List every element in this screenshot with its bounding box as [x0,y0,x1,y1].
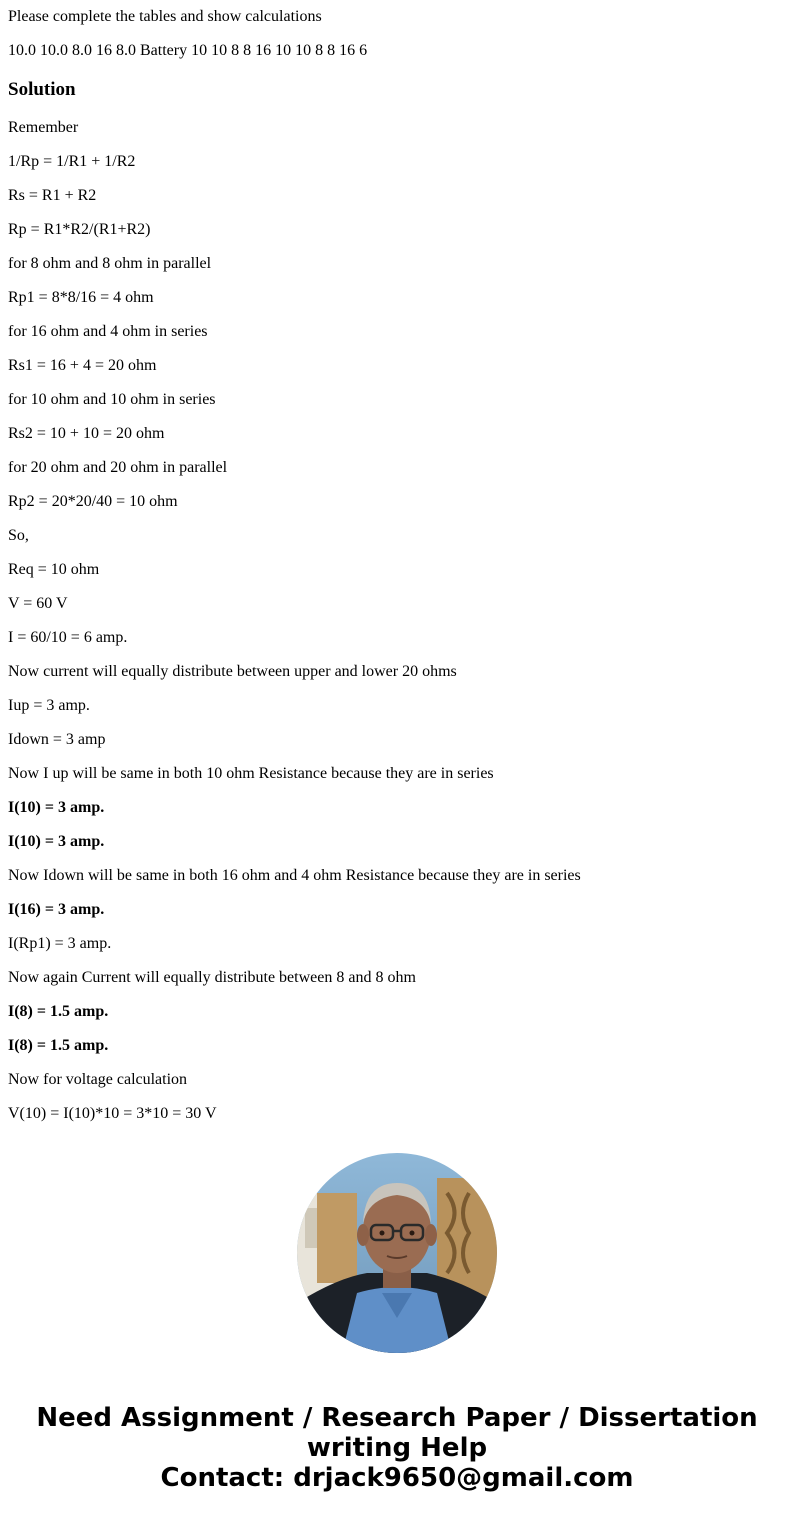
solution-line: I(Rp1) = 3 amp. [8,935,112,952]
solution-line: I(8) = 1.5 amp. [8,1003,109,1020]
solution-line: Idown = 3 amp [8,731,106,748]
solution-line: Now I up will be same in both 10 ohm Resistance because they are in series [8,765,494,782]
solution-line: Rp = R1*R2/(R1+R2) [8,221,151,238]
solution-line: V = 60 V [8,595,68,612]
solution-line: Now Idown will be same in both 16 ohm and 4 ohm Resistance because they are in series [8,867,581,884]
solution-line: I(10) = 3 amp. [8,833,105,850]
solution-line: Iup = 3 amp. [8,697,90,714]
solution-heading: Solution [8,79,76,100]
author-avatar [297,1153,497,1353]
solution-line: Rp1 = 8*8/16 = 4 ohm [8,289,154,306]
author-photo [297,1153,497,1353]
solution-line: Rs2 = 10 + 10 = 20 ohm [8,425,165,442]
solution-line: I(16) = 3 amp. [8,901,105,918]
solution-line: for 10 ohm and 10 ohm in series [8,391,216,408]
solution-line: Rs1 = 16 + 4 = 20 ohm [8,357,157,374]
solution-line: for 20 ohm and 20 ohm in parallel [8,459,228,476]
solution-line: I(8) = 1.5 amp. [8,1037,109,1054]
solution-line: So, [8,527,29,544]
solution-line: Now for voltage calculation [8,1071,188,1088]
solution-line: Req = 10 ohm [8,561,100,578]
contact-footer [0,1403,794,1493]
solution-line: for 8 ohm and 8 ohm in parallel [8,255,212,272]
given-values-text: 10.0 10.0 8.0 16 8.0 Battery 10 10 8 8 16 10 10 8 8 16 6 [8,42,368,59]
solution-line: Now again Current will equally distribute between 8 and 8 ohm [8,969,416,986]
solution-line: V(10) = I(10)*10 = 3*10 = 30 V [8,1105,217,1122]
solution-line: Remember [8,119,79,136]
question-text: Please complete the tables and show calculations [8,8,322,25]
solution-line: 1/Rp = 1/R1 + 1/R2 [8,153,136,170]
footer-line-1: Need Assignment / Research Paper / Dissertation [36,1403,758,1433]
footer-line-3: Contact: drjack9650@gmail.com [160,1463,634,1493]
solution-line: Now current will equally distribute between upper and lower 20 ohms [8,663,457,680]
solution-line: Rs = R1 + R2 [8,187,97,204]
solution-line: for 16 ohm and 4 ohm in series [8,323,208,340]
solution-line: Rp2 = 20*20/40 = 10 ohm [8,493,178,510]
solution-line: I(10) = 3 amp. [8,799,105,816]
footer-line-2: writing Help [306,1433,488,1463]
solution-line: I = 60/10 = 6 amp. [8,629,128,646]
